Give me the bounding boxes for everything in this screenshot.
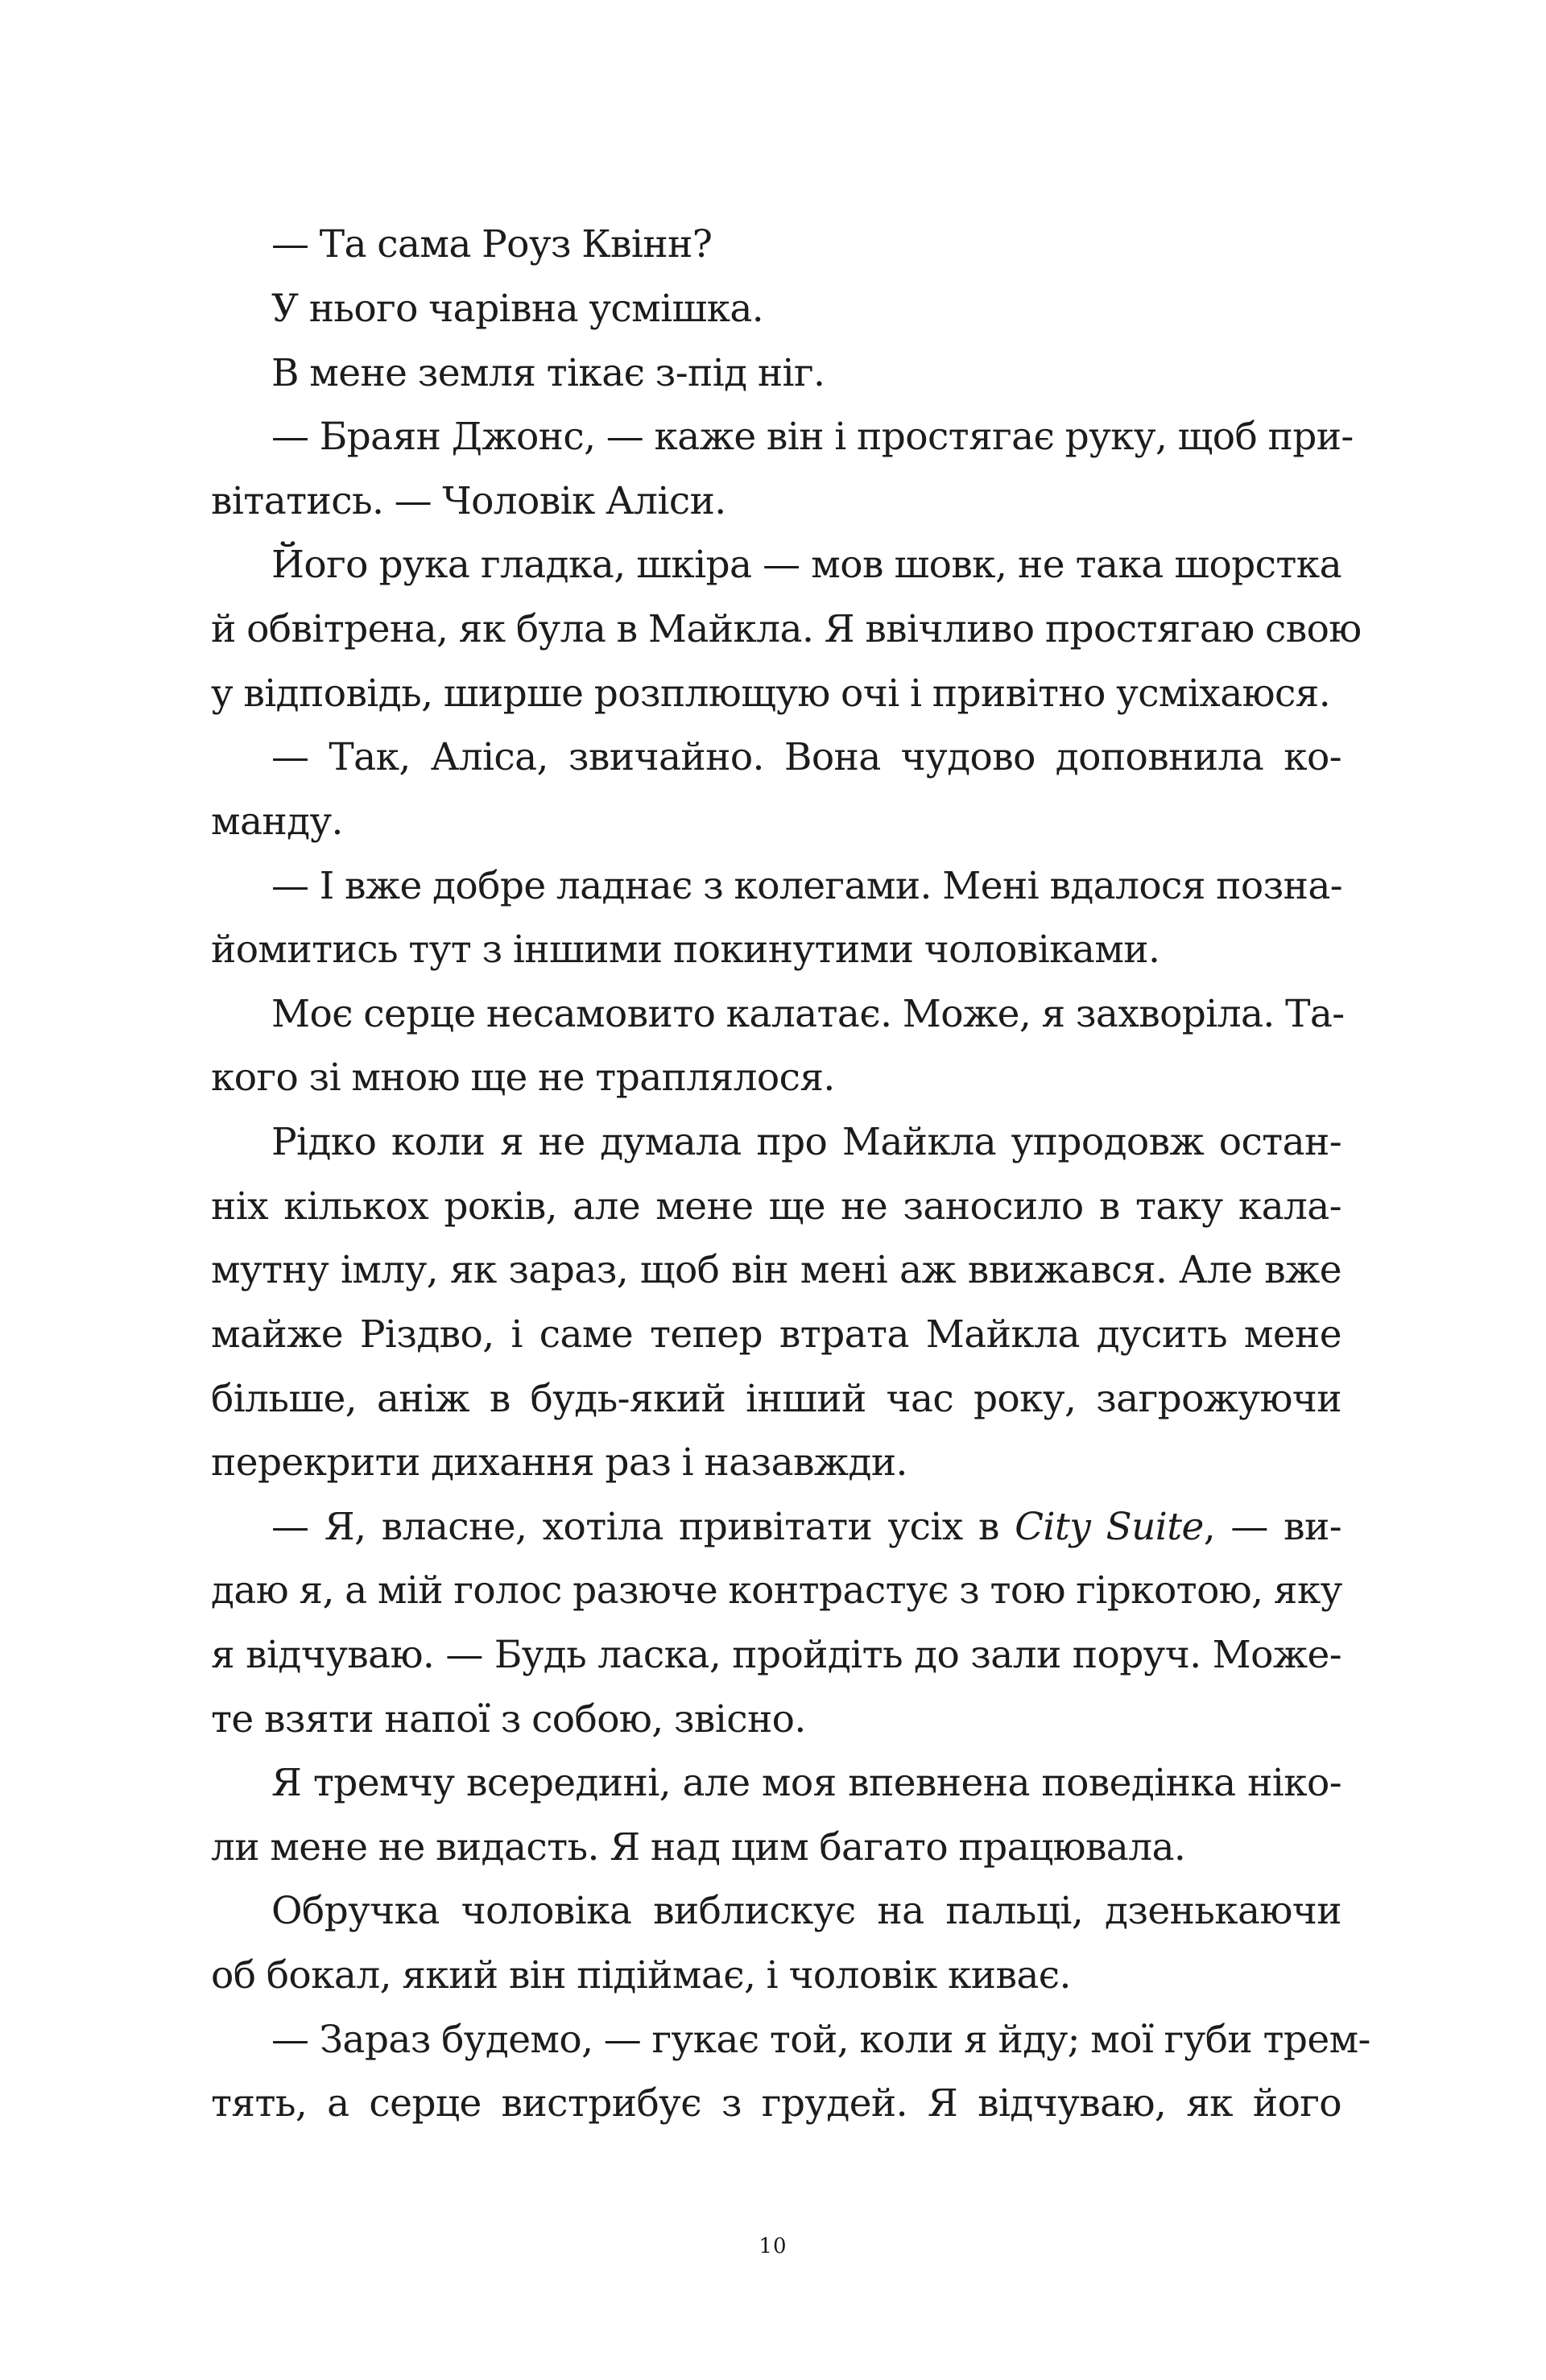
text-line: манду. bbox=[211, 800, 343, 844]
text-line: Його рука гладка, шкіра — мов шовк, не така шорстка bbox=[271, 543, 1341, 587]
text-segment: , — ви- bbox=[1203, 1505, 1341, 1549]
text-line: — Та сама Роуз Квінн? bbox=[271, 222, 713, 267]
text-line: Рідко коли я не думала про Майкла упродовж остан- bbox=[271, 1120, 1341, 1164]
text-line: об бокал, який він підіймає, і чоловік киває. bbox=[211, 1953, 1071, 1998]
text-line: йомитись тут з іншими покинутими чоловіками. bbox=[211, 928, 1160, 972]
text-line: більше, аніж в будь-який інший час року, загрожуючи bbox=[211, 1377, 1341, 1421]
text-line: — Так, Аліса, звичайно. Вона чудово доповнила ко- bbox=[271, 735, 1341, 779]
text-line: — Зараз будемо, — гукає той, коли я йду; мої губи трем- bbox=[271, 2018, 1370, 2062]
text-segment: — Я, власне, хотіла привітати усіх в bbox=[271, 1505, 1015, 1549]
text-line: я відчуваю. — Будь ласка, пройдіть до зали поруч. Може- bbox=[211, 1633, 1341, 1677]
text-line: майже Різдво, і саме тепер втрата Майкла дусить мене bbox=[211, 1312, 1341, 1357]
text-line: тять, а серце вистрибує з грудей. Я відчуваю, як його bbox=[211, 2081, 1341, 2126]
text-line: у відповідь, ширше розплющую очі і привітно усміхаюся. bbox=[211, 671, 1331, 716]
text-line: ли мене не видасть. Я над цим багато працювала. bbox=[211, 1825, 1186, 1870]
text-line: даю я, а мій голос разюче контрастує з тою гіркотою, яку bbox=[211, 1568, 1342, 1613]
text-line: Моє серце несамовито калатає. Може, я захворіла. Та- bbox=[271, 992, 1345, 1036]
text-line: — Браян Джонс, — каже він і простягає руку, щоб при- bbox=[271, 415, 1354, 459]
text-line bbox=[211, 1495, 1341, 1560]
text-line: Обручка чоловіка виблискує на пальці, дзенькаючи bbox=[271, 1889, 1341, 1933]
text-line: В мене земля тікає з-під ніг. bbox=[271, 351, 825, 395]
text-line: ніх кількох років, але мене ще не заносило в таку кала- bbox=[211, 1184, 1341, 1229]
text-line: перекрити дихання раз і назавжди. bbox=[211, 1440, 907, 1485]
text-line: те взяти напої з собою, звісно. bbox=[211, 1697, 806, 1742]
text-line: Я тремчу всередині, але моя впевнена поведінка ніко- bbox=[271, 1761, 1341, 1805]
text-line: вітатись. — Чоловік Аліси. bbox=[211, 479, 726, 523]
text-line: мутну імлу, як зараз, щоб він мені аж ввижався. Але вже bbox=[211, 1248, 1341, 1292]
text-line: кого зі мною ще не траплялося. bbox=[211, 1056, 835, 1100]
page-number: 10 bbox=[759, 2234, 787, 2258]
text-line: й обвітрена, як була в Майкла. Я ввічливо простягаю свою bbox=[211, 607, 1362, 651]
text-line: — І вже добре ладнає з колегами. Мені вдалося позна- bbox=[271, 864, 1343, 908]
text-line: У нього чарівна усмішка. bbox=[271, 287, 764, 331]
italic-venue-name: City Suite bbox=[1015, 1505, 1204, 1549]
